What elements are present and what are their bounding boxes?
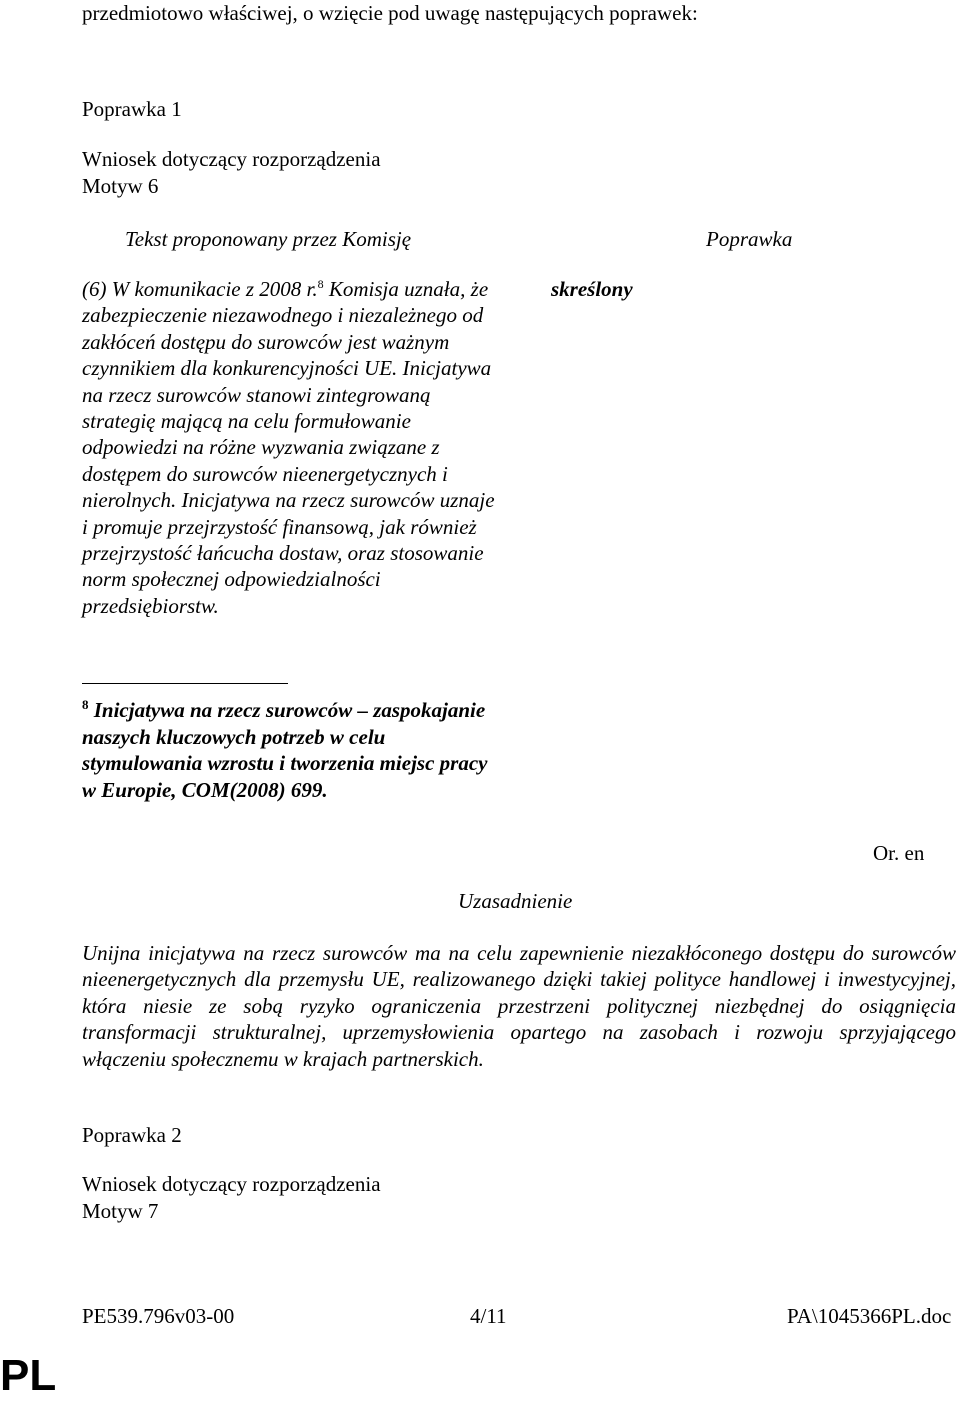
amendment-header: Poprawka <box>706 227 793 251</box>
footer-file-name: PA\1045366PL.doc <box>787 1304 952 1328</box>
amendment-text: skreślony <box>551 277 633 301</box>
amendment-2-proposal <box>82 1171 381 1225</box>
amendment-1-title: Poprawka 1 <box>82 97 182 121</box>
amendment-2-title: Poprawka 2 <box>82 1123 182 1147</box>
proposal-type: Wniosek dotyczący rozporządzenia <box>82 147 381 171</box>
proposal-recital: Motyw 7 <box>82 1199 159 1223</box>
commission-text <box>82 276 502 619</box>
footnote-number: 8 <box>82 697 89 712</box>
commission-text-body: Komisja uznała, że zabezpieczenie niezawodnego i niezależnego od zakłóceń dostępu do surowców jest ważnym czynnikiem dla konkurencyjności UE. Inicjatywa na rzecz surowców stanowi zintegrowaną strategię mającą na celu formułowanie odpowiedzi na różne wyzwania związane z dostępem do surowców nieenergetycznych i nierolnych. Inicjatywa na rzecz surowców uznaje i promuje przejrzystość finansową, jak również przejrzystość łańcucha dostaw, oraz stosowanie norm społecznej odpowiedzialności przedsiębiorstw. <box>82 277 495 618</box>
language-code: PL <box>0 1351 57 1400</box>
footnote <box>82 697 502 803</box>
commission-text-start: (6) W komunikacie z 2008 r. <box>82 277 318 301</box>
footer-page-number: 4/11 <box>470 1304 507 1328</box>
original-language: Or. en <box>873 841 925 865</box>
footnote-reference[interactable]: 8 <box>317 277 324 291</box>
footnote-text: Inicjatywa na rzecz surowców – zaspokajanie naszych kluczowych potrzeb w celu stymulowania wzrostu i tworzenia miejsc pracy w Europie, COM(2008) 699. <box>82 698 488 802</box>
proposal-recital: Motyw 6 <box>82 174 159 198</box>
commission-text-header: Tekst proponowany przez Komisję <box>125 227 412 251</box>
justification-text: Unijna inicjatywa na rzecz surowców ma na celu zapewnienie niezakłóconego dostępu do surowców nieenergetycznych dla przemysłu UE, realizowanego dzięki takiej polityce handlowej i inwestycyjnej, która niesie ze sobą ryzyko ograniczenia przestrzeni politycznej niezbędnej do osiągnięcia transformacji strukturalnej, uprzemysłowienia opartego na zasobach i rozwoju sprzyjającego włączeniu społecznemu w krajach partnerskich. <box>82 941 956 1071</box>
intro-text: przedmiotowo właściwej, o wzięcie pod uwagę następujących poprawek: <box>82 1 698 25</box>
footnote-separator <box>82 683 288 684</box>
footer-doc-ref: PE539.796v03-00 <box>82 1304 235 1328</box>
amendment-1-proposal <box>82 146 381 200</box>
proposal-type: Wniosek dotyczący rozporządzenia <box>82 1172 381 1196</box>
justification-title: Uzasadnienie <box>458 889 573 913</box>
